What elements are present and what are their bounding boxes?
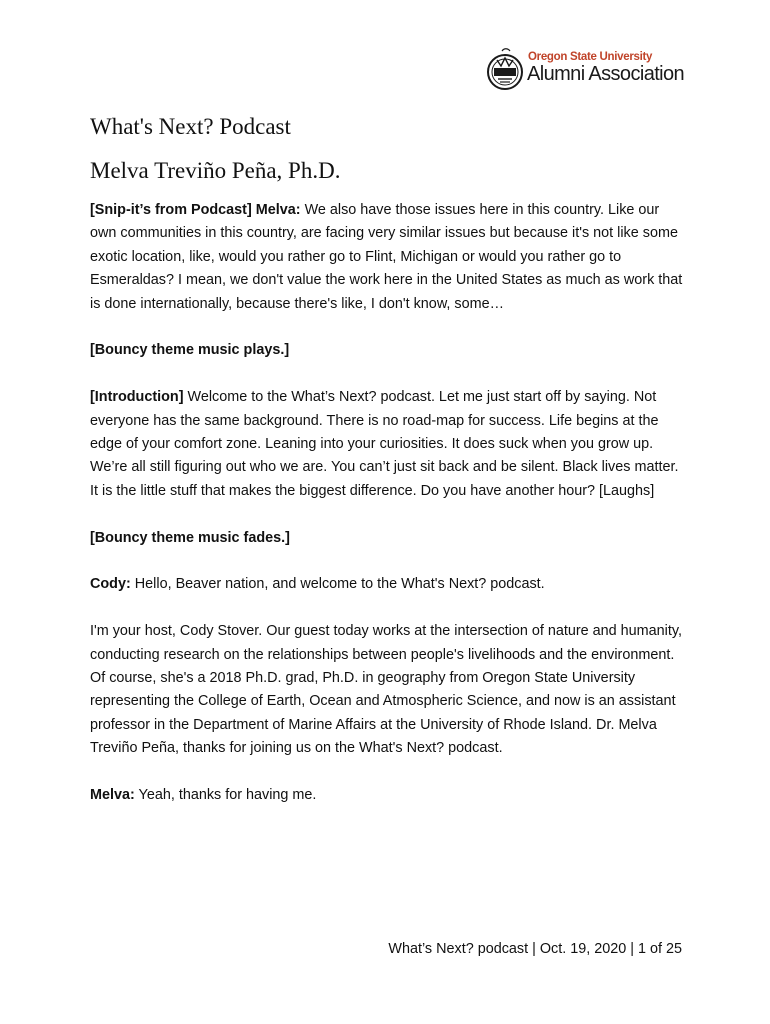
paragraph-text: I'm your host, Cody Stover. Our guest today works at the intersection of nature and humanity, conducting research on the relationships between people's livelihoods and the environment. Of course, she's a 2018 Ph.D. grad, Ph.D. in geography from Oregon State University representing the College of Earth, Ocean and Atmospheric Science, and now is an assistant professor in the Department of Marine Affairs at the University of Rhode Island. Dr. Melva Treviño Peña, thanks for joining us on the What's Next? podcast. [90, 623, 682, 757]
paragraph-text: We also have those issues here in this country. Like our own communities in this country, are facing very similar issues but because it's not like some exotic location, like, would you rather go to Flint, Michigan or would you rather go to Esmeraldas? I mean, we don't value the work here in the United States as much as work that is done internationally, because there's like, I don't know, some… [90, 202, 683, 312]
page-footer: What’s Next? podcast | Oct. 19, 2020 | 1 of 25 [388, 941, 682, 957]
transcript-paragraph [90, 386, 688, 503]
document-title: What's Next? Podcast [90, 114, 291, 139]
paragraph-text: Hello, Beaver nation, and welcome to the What's Next? podcast. [134, 576, 545, 593]
transcript-paragraph [90, 573, 688, 596]
logo-university-name: Oregon State University [528, 51, 653, 63]
speaker-label: [Introduction] [90, 389, 184, 406]
transcript-paragraph [90, 339, 688, 362]
osu-seal-icon [486, 46, 524, 98]
speaker-label: Melva: [90, 787, 135, 804]
speaker-label: [Snip-it’s from Podcast] Melva: [90, 202, 301, 218]
transcript-paragraph [90, 620, 688, 760]
logo-association-name: Alumni Association [527, 63, 685, 85]
transcript-paragraph [90, 784, 688, 807]
osu-alumni-logo [486, 46, 686, 98]
transcript-body [90, 199, 688, 831]
paragraph-text: Welcome to the What’s Next? podcast. Let me just start off by saying. Not everyone has the same background. There is no road-map for success. Life begins at the edge of your comfort zone. Leaning into your curiosities. It does suck when you grow up. We’re all still figuring out who we are. You can’t just sit back and be silent. Black lives matter. It is the little stuff that makes the biggest difference. Do you have another hour? [Laughs] [90, 389, 679, 499]
speaker-label: Cody: [90, 576, 131, 593]
stage-direction: [Bouncy theme music plays.] [90, 342, 290, 359]
paragraph-text: Yeah, thanks for having me. [138, 787, 317, 804]
transcript-paragraph [90, 527, 688, 550]
guest-name: Melva Treviño Peña, Ph.D. [90, 158, 341, 183]
stage-direction: [Bouncy theme music fades.] [90, 529, 290, 546]
transcript-paragraph [90, 199, 688, 316]
